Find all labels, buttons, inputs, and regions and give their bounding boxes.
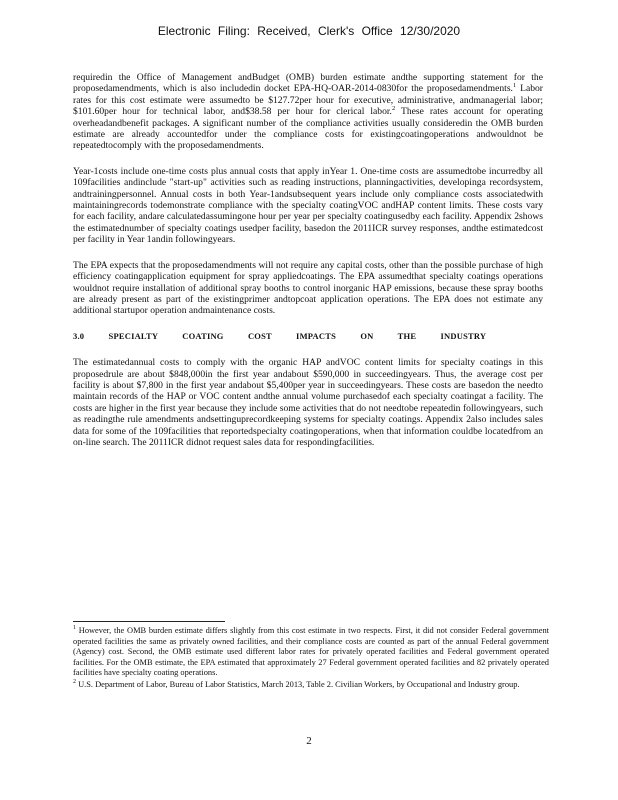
footnote-reference-2[interactable]: 2 bbox=[391, 105, 396, 113]
body-content bbox=[73, 72, 543, 462]
paragraph-capital-costs: The EPA expects that the proposedamendments will not require any capital costs, other than the possible purchase of high efficiency coatingapplication equipment for spray appliedcoatings. The EPA assumedthat specialty coatings operations wouldnot require installation of additional spray booths to control inorganic HAP emissions, because these spray booths are already present as part of the existingprimer andtopcoat application operations. The EPA does not estimate any additional startupor operation andmaintenance costs. bbox=[73, 259, 543, 317]
footnote-2 bbox=[73, 680, 549, 691]
footnotes bbox=[73, 626, 549, 692]
footnote-divider bbox=[73, 621, 225, 622]
section-heading: 3.0 SPECIALTY COATING COST IMPACTS ON THE INDUSTRY bbox=[73, 330, 487, 341]
footnote-reference-1[interactable]: 1 bbox=[512, 82, 517, 90]
filing-stamp-header: Electronic Filing: Received, Clerk's Office 12/30/2020 bbox=[157, 24, 461, 38]
paragraph-text: requiredin the Office of Management andBudget (OMB) burden estimate andthe supporting statement for the proposedamendments, which is also includedin docket EPA-HQ-OAR-2014-0830for the proposedamendments. bbox=[73, 72, 543, 95]
footnote-text: U.S. Department of Labor, Bureau of Labor Statistics, March 2013, Table 2. Civilian Workers, by Occupational and Industry group. bbox=[76, 679, 520, 689]
paragraph-text: Labor rates for this cost estimate were assumedto be $127.72per hour for executive, administrative, andmanagerial labor; $101.60per hour for technical labor, and$38.58 per hour for clerical labor. bbox=[73, 83, 543, 118]
paragraph-industry-cost-impacts: The estimatedannual costs to comply with the organic HAP andVOC content limits for specialty coatings in this proposedrule are about $848,000in the first year andabout $590,000 in succeedingyears. Thus, the average cost per facility is about $7,800 in the first year andabout $5,400per year in succeedingyears. These costs are basedon the needto maintain records of the HAP or VOC content andthe annual volume purchasedof each specialty coatingat a facility. The costs are higher in the first year because they include some activities that do not needtobe repeatedin followingyears, such as readingthe rule amendments andsettinguprecordkeeping systems for specialty coatings. Appendix 2also includes sales data for some of the 109facilities that reportedspecialty coatingoperations, when that information couldbe locatedfrom an on-line search. The 2011ICR didnot request sales data for respondingfacilities. bbox=[73, 357, 543, 448]
footnote-mark: 1 bbox=[73, 625, 76, 632]
footnote-text: However, the OMB burden estimate differs slightly from this cost estimate in two respects. First, it did not consider Federal government operated facilities the same as privately owned facilities, and their compliance costs are counted as part of the annual Federal government (Agency) cost. Second, the OMB estimate used different labor rates for privately operated facilities and Federal government operated facilities. For the OMB estimate, the EPA estimated that approximately 27 Federal government operated facilities and 82 privately operated facilities have specialty coating operations. bbox=[73, 626, 549, 678]
paragraph-omb-labor-rates bbox=[73, 72, 543, 152]
paragraph-text: These rates account for operating overheadandbenefit packages. A significant number of the compliance activities usually consideredin the OMB burden estimate are already accountedfor under the compliance costs for existingcoatingoperations andwouldnot be repeatedtocomply with the proposedamendments. bbox=[73, 106, 543, 152]
paragraph-year1-costs: Year-1costs include one-time costs plus annual costs that apply inYear 1. One-time costs are assumedtobe incurredby all 109facilities andinclude "start-up" activities such as reading instructions, planningactivities, developinga recordsystem, andtrainingpersonnel. Annual costs in both Year-1andsubsequent years include only compliance costs associatedwith maintainingrecords todemonstrate compliance with the specialty coatingVOC andHAP content limits. These costs vary for each facility, andare calculatedassumingone hour per year per specialty coatingusedby each facility. Appendix 2shows the estimatednumber of specialty coatings usedper facility, basedon the 2011ICR survey responses, andthe estimatedcost per facility in Year 1andin followingyears. bbox=[73, 165, 543, 246]
page-number: 2 bbox=[306, 735, 312, 747]
footnote-1 bbox=[73, 626, 549, 679]
footnote-mark: 2 bbox=[73, 679, 76, 686]
